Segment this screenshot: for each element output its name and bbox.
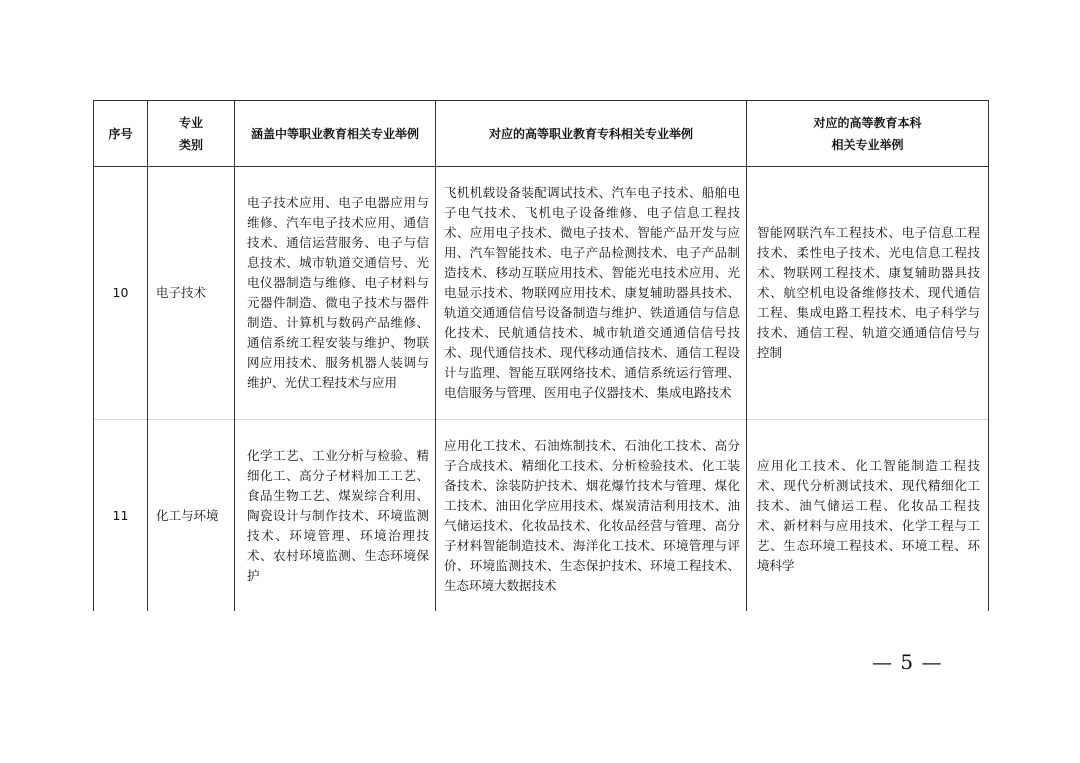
row-no: 10 bbox=[94, 167, 148, 420]
row-no: 11 bbox=[94, 420, 148, 612]
header-no: 序号 bbox=[94, 101, 148, 167]
header-category-line2: 类别 bbox=[178, 137, 203, 152]
row-higher-vocational-cell bbox=[436, 167, 747, 420]
header-higher-vocational: 对应的高等职业教育专科相关专业举例 bbox=[436, 101, 747, 167]
table-header-row bbox=[94, 101, 989, 167]
row-secondary: 电子技术应用、电子电器应用与维修、汽车电子技术应用、通信技术、通信运营服务、电子与信息技术、城市轨道交通信号、光电仪器制造与维修、电子材料与元器件制造、微电子技术与器件制造、计算机与数码产品维修、通信系统工程安装与维护、物联网应用技术、服务机器人装调与维护、光伏工程技术与应用 bbox=[247, 195, 429, 390]
header-undergrad bbox=[747, 101, 989, 167]
major-table bbox=[93, 100, 989, 611]
table-row bbox=[94, 167, 989, 420]
page-number: — 5 — bbox=[872, 650, 943, 674]
row-undergrad: 智能网联汽车工程技术、电子信息工程技术、柔性电子技术、光电信息工程技术、物联网工程技术、康复辅助器具技术、航空机电设备维修技术、现代通信工程、集成电路工程技术、电子科学与技术、通信工程、轨道交通通信信号与控制 bbox=[757, 225, 980, 360]
row-secondary-cell bbox=[235, 167, 436, 420]
table-row bbox=[94, 420, 989, 612]
row-secondary-cell bbox=[235, 420, 436, 612]
row-secondary: 化学工艺、工业分析与检验、精细化工、高分子材料加工工艺、食品生物工艺、煤炭综合利用、陶瓷设计与制作技术、环境监测技术、环境管理、环境治理技术、农村环境监测、生态环境保护 bbox=[247, 447, 429, 583]
header-category bbox=[148, 101, 235, 167]
row-category: 化工与环境 bbox=[148, 420, 235, 612]
row-undergrad-cell bbox=[747, 420, 989, 612]
header-undergrad-line1: 对应的高等教育本科 bbox=[813, 115, 922, 130]
row-category: 电子技术 bbox=[148, 167, 235, 420]
row-undergrad: 应用化工技术、化工智能制造工程技术、现代分析测试技术、现代精细化工技术、油气储运工程、化妆品工程技术、新材料与应用技术、化学工程与工艺、生态环境工程技术、环境工程、环境科学 bbox=[757, 457, 980, 573]
row-higher-vocational-cell bbox=[436, 420, 747, 612]
header-category-line1: 专业 bbox=[178, 115, 203, 130]
header-undergrad-line2: 相关专业举例 bbox=[831, 137, 904, 152]
header-secondary: 涵盖中等职业教育相关专业举例 bbox=[235, 101, 436, 167]
row-higher-vocational: 应用化工技术、石油炼制技术、石油化工技术、高分子合成技术、精细化工技术、分析检验技术、化工装备技术、涂装防护技术、烟花爆竹技术与管理、煤化工技术、油田化学应用技术、煤炭清洁利用技术、油气储运技术、化妆品技术、化妆品经营与管理、高分子材料智能制造技术、海洋化工技术、环境管理与评价、环境监测技术、生态保护技术、环境工程技术、生态环境大数据技术 bbox=[444, 437, 740, 593]
row-higher-vocational: 飞机机载设备装配调试技术、汽车电子技术、船舶电子电气技术、飞机电子设备维修、电子信息工程技术、应用电子技术、微电子技术、智能产品开发与应用、汽车智能技术、电子产品检测技术、电子产品制造技术、移动互联应用技术、智能光电技术应用、光电显示技术、物联网应用技术、康复辅助器具技术、轨道交通通信信号设备制造与维护、铁道通信与信息化技术、民航通信技术、城市轨道交通通信信号技术、现代通信技术、现代移动通信技术、通信工程设计与监理、智能互联网络技术、通信系统运行管理、电信服务与管理、医用电子仪器技术、集成电路技术 bbox=[444, 185, 740, 400]
row-undergrad-cell bbox=[747, 167, 989, 420]
